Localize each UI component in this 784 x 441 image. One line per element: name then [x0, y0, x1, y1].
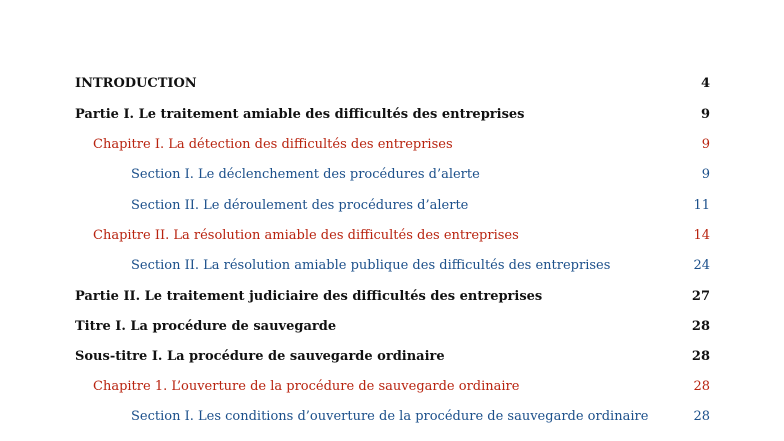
toc-entry-title: INTRODUCTION [75, 76, 197, 91]
toc-entry-title: Chapitre 1. L’ouverture de la procédure de sauvegarde ordinaire [93, 379, 520, 394]
toc-entry-title: Section I. Les conditions d’ouverture de la procédure de sauvegarde ordinaire [131, 409, 649, 424]
toc-entry-sous-titre-1[interactable] [0, 347, 784, 367]
toc-entry-partie-2[interactable] [0, 287, 784, 307]
toc-entry-title: Partie II. Le traitement judiciaire des difficultés des entreprises [75, 289, 543, 304]
toc-entry-section-2[interactable] [0, 196, 784, 216]
toc-entry-page: 28 [693, 409, 710, 424]
toc-entry-page: 9 [701, 167, 710, 182]
toc-entry-page: 9 [700, 107, 710, 122]
toc-entry-page: 9 [701, 137, 710, 152]
toc-entry-page: 4 [700, 76, 710, 91]
toc-entry-title: Chapitre II. La résolution amiable des difficultés des entreprises [93, 228, 519, 243]
toc-entry-title: Section I. Le déclenchement des procédures d’alerte [131, 167, 480, 182]
toc-entry-title: Titre I. La procédure de sauvegarde [75, 319, 337, 334]
toc-entry-chapitre-1b[interactable] [0, 377, 784, 397]
toc-entry-title: Sous-titre I. La procédure de sauvegarde ordinaire [75, 349, 445, 364]
toc-entry-section-2b[interactable] [0, 256, 784, 276]
toc-entry-page: 27 [691, 289, 710, 304]
toc-entry-title: Partie I. Le traitement amiable des difficultés des entreprises [75, 107, 525, 122]
toc-entry-chapitre-2[interactable] [0, 226, 784, 246]
toc-entry-title: Section II. La résolution amiable publique des difficultés des entreprises [131, 258, 611, 273]
toc-entry-title: Chapitre I. La détection des difficultés des entreprises [93, 137, 453, 152]
toc-entry-page: 28 [691, 319, 710, 334]
toc-entry-introduction[interactable] [0, 74, 784, 94]
toc-entry-page: 28 [693, 379, 710, 394]
toc-entry-page: 28 [691, 349, 710, 364]
toc-entry-chapitre-1[interactable] [0, 135, 784, 155]
toc-entry-title: Section II. Le déroulement des procédures d’alerte [131, 198, 469, 213]
toc-entry-page: 14 [693, 228, 710, 243]
toc-entry-section-1b[interactable] [0, 407, 784, 427]
toc-entry-section-1[interactable] [0, 165, 784, 185]
toc-entry-titre-1[interactable] [0, 317, 784, 337]
toc-entry-page: 11 [693, 198, 710, 213]
toc-entry-partie-1[interactable] [0, 105, 784, 125]
toc-entry-page: 24 [693, 258, 710, 273]
